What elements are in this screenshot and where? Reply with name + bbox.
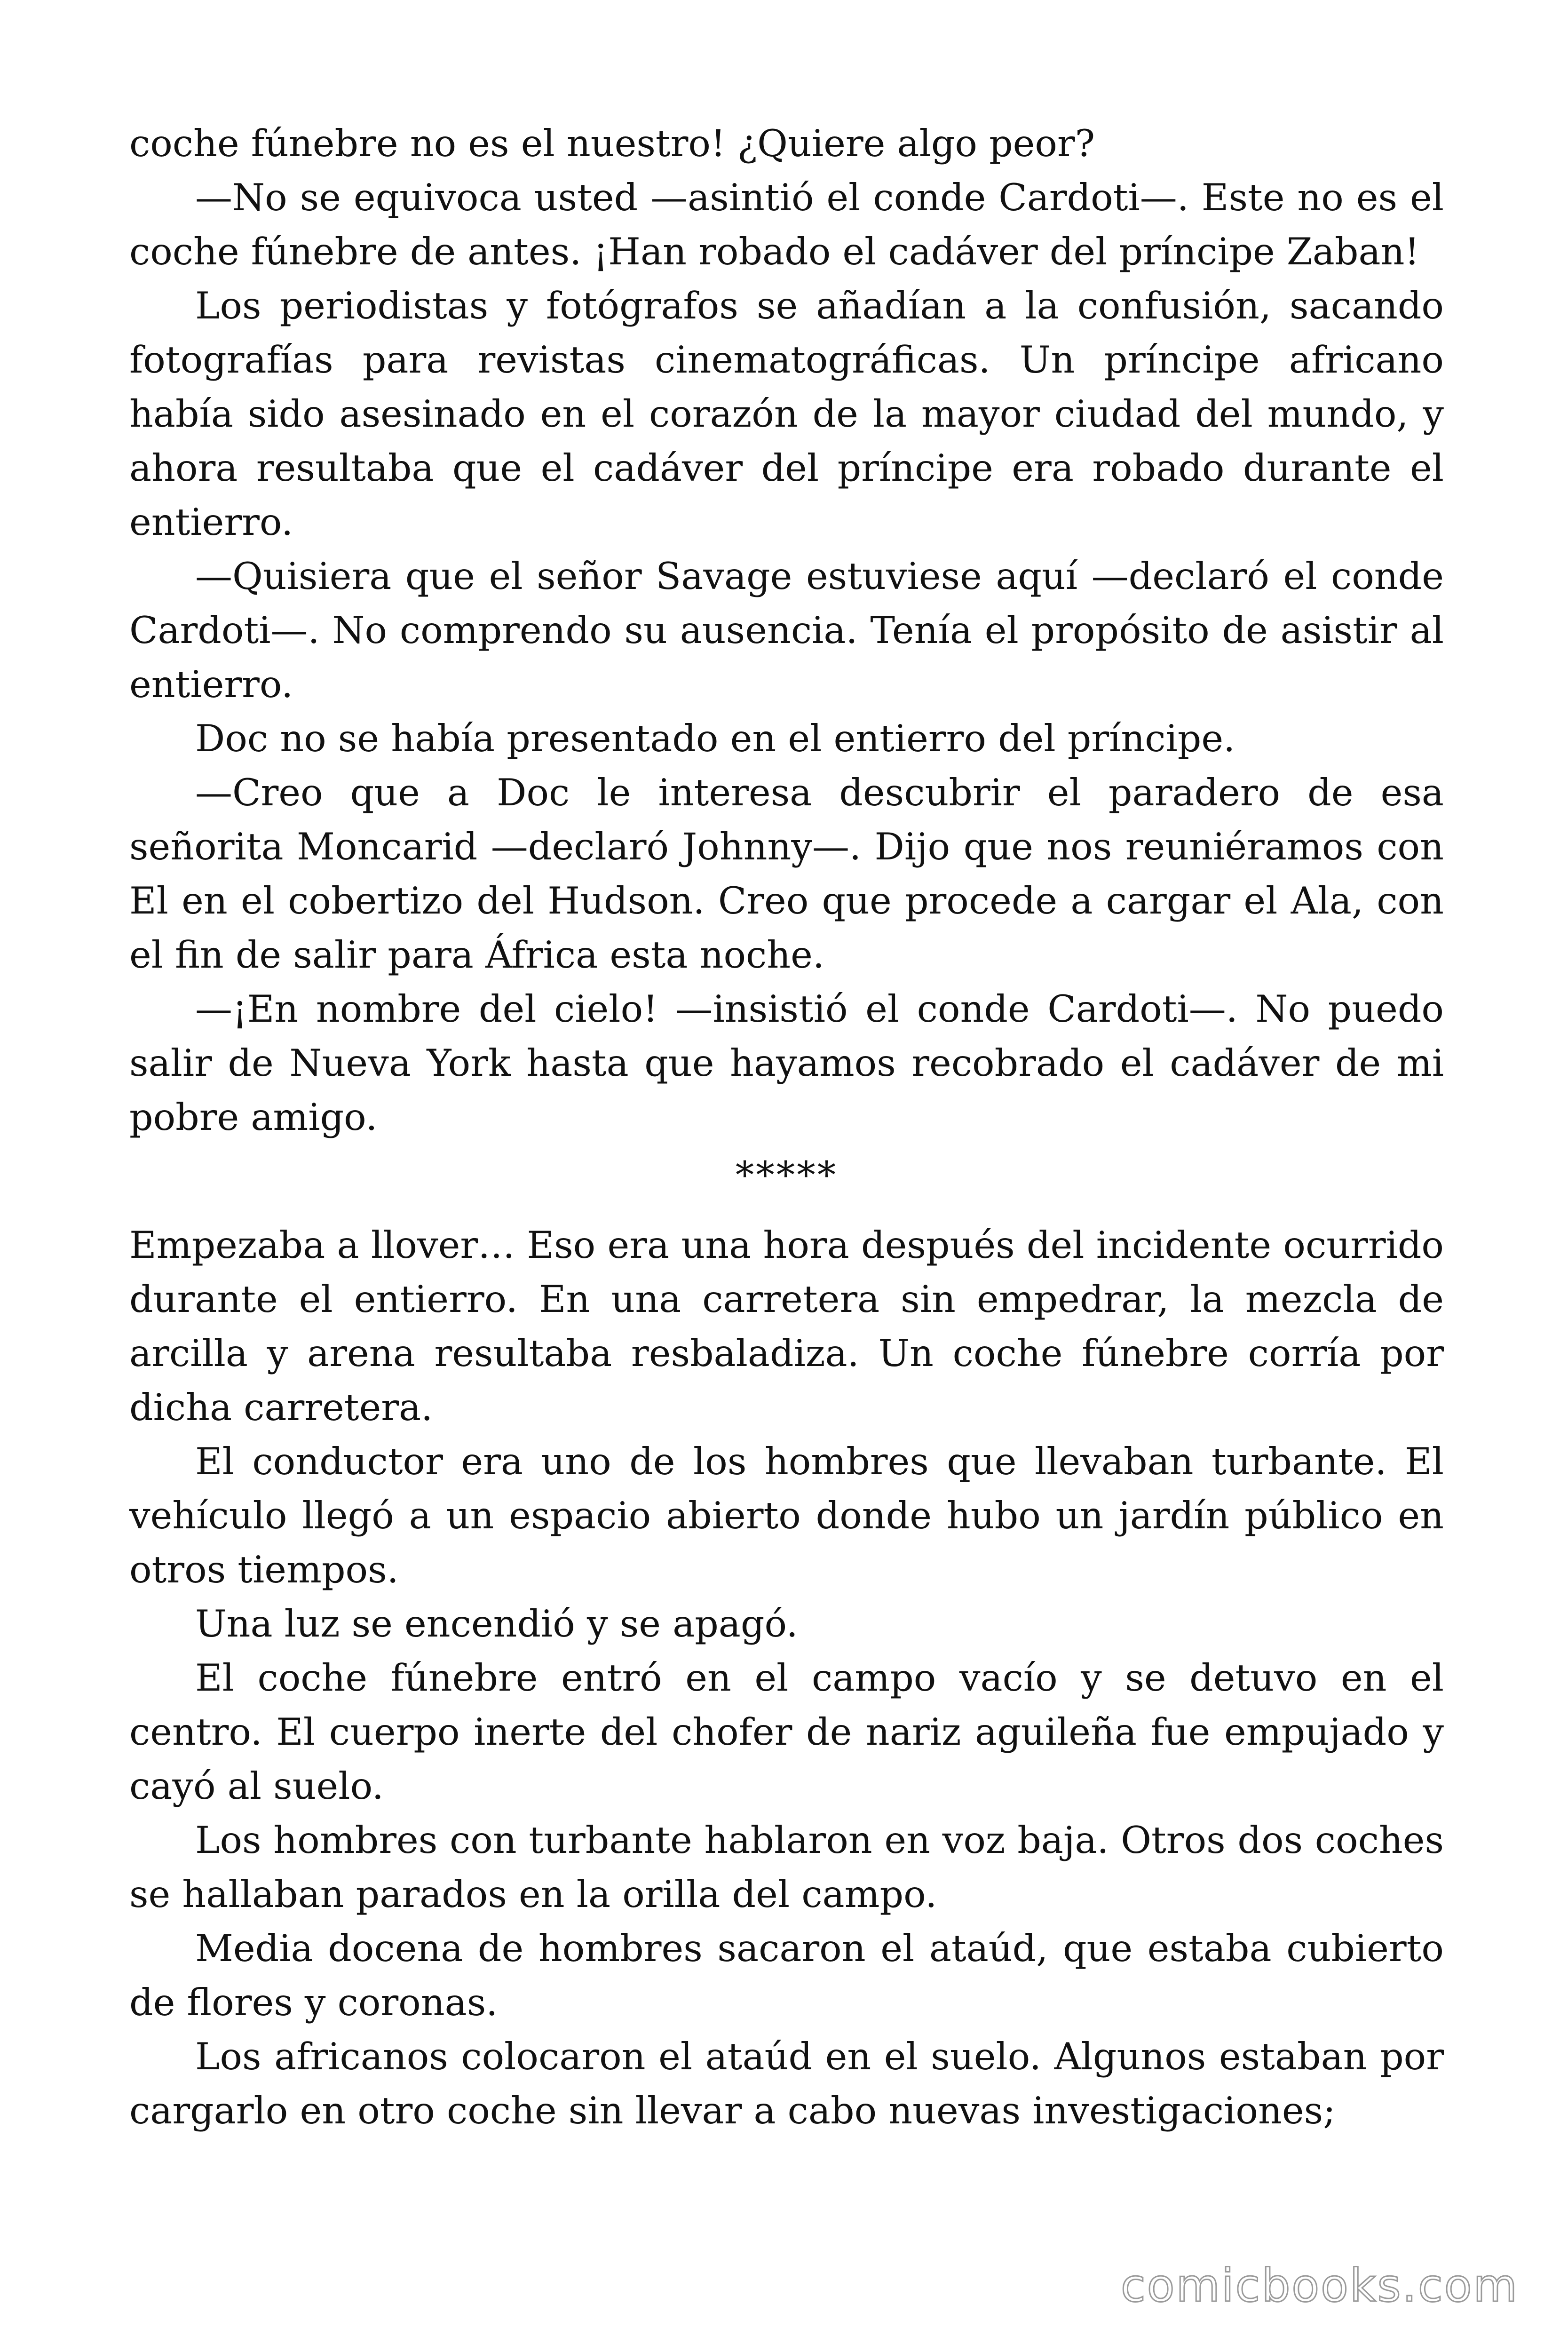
paragraph: Los africanos colocaron el ataúd en el suelo. Algunos estaban por cargarlo en otro coche sin llevar a cabo nuevas investigaciones; <box>129 2035 1444 2132</box>
paragraph: Los hombres con turbante hablaron en voz baja. Otros dos coches se hallaban parados en la orilla del campo. <box>129 1819 1444 1916</box>
paragraph: El conductor era uno de los hombres que llevaban turbante. El vehículo llegó a un espacio abierto donde hubo un jardín público en otros tiempos. <box>129 1440 1444 1591</box>
paragraph: Empezaba a llover… Eso era una hora después del incidente ocurrido durante el entierro. En una carretera sin empedrar, la mezcla de arcilla y arena resultaba resbaladiza. Un coche fúnebre corría por dicha carretera. <box>129 1224 1444 1429</box>
paragraph: coche fúnebre no es el nuestro! ¿Quiere algo peor? <box>129 122 1095 165</box>
paragraph: —Quisiera que el señor Savage estuviese aquí —declaró el conde Cardoti—. No comprendo su ausencia. Tenía el propósito de asistir al entierro. <box>129 555 1444 706</box>
paragraph: El coche fúnebre entró en el campo vacío y se detuvo en el centro. El cuerpo inerte del chofer de nariz aguileña fue empujado y cayó al suelo. <box>129 1656 1444 1808</box>
paragraph: Doc no se había presentado en el entierro del príncipe. <box>195 717 1235 760</box>
watermark: comicbooks.com <box>1120 2259 1519 2312</box>
paragraph: Los periodistas y fotógrafos se añadían a la confusión, sacando fotografías para revistas cinematográficas. Un príncipe africano había sido asesinado en el corazón de la mayor ciudad del mundo, y ahora resultaba que el cadáver del príncipe era robado durante el entierro. <box>129 284 1444 544</box>
paragraph: —No se equivoca usted —asintió el conde Cardoti—. Este no es el coche fúnebre de antes. ¡Han robado el cadáver del príncipe Zaban! <box>129 176 1444 273</box>
paragraph: —¡En nombre del cielo! —insistió el conde Cardoti—. No puedo salir de Nueva York hasta que hayamos recobrado el cadáver de mi pobre amigo. <box>129 987 1444 1139</box>
section-break: ***** <box>735 1153 838 1197</box>
paragraph: —Creo que a Doc le interesa descubrir el paradero de esa señorita Moncarid —declaró Johnny—. Dijo que nos reuniéramos con El en el cobertizo del Hudson. Creo que procede a cargar el Ala, con el fin de salir para África esta noche. <box>129 771 1444 977</box>
page-body <box>129 117 1444 2138</box>
paragraph: Media docena de hombres sacaron el ataúd, que estaba cubierto de flores y coronas. <box>129 1927 1444 2024</box>
paragraph: Una luz se encendió y se apagó. <box>195 1602 798 1645</box>
